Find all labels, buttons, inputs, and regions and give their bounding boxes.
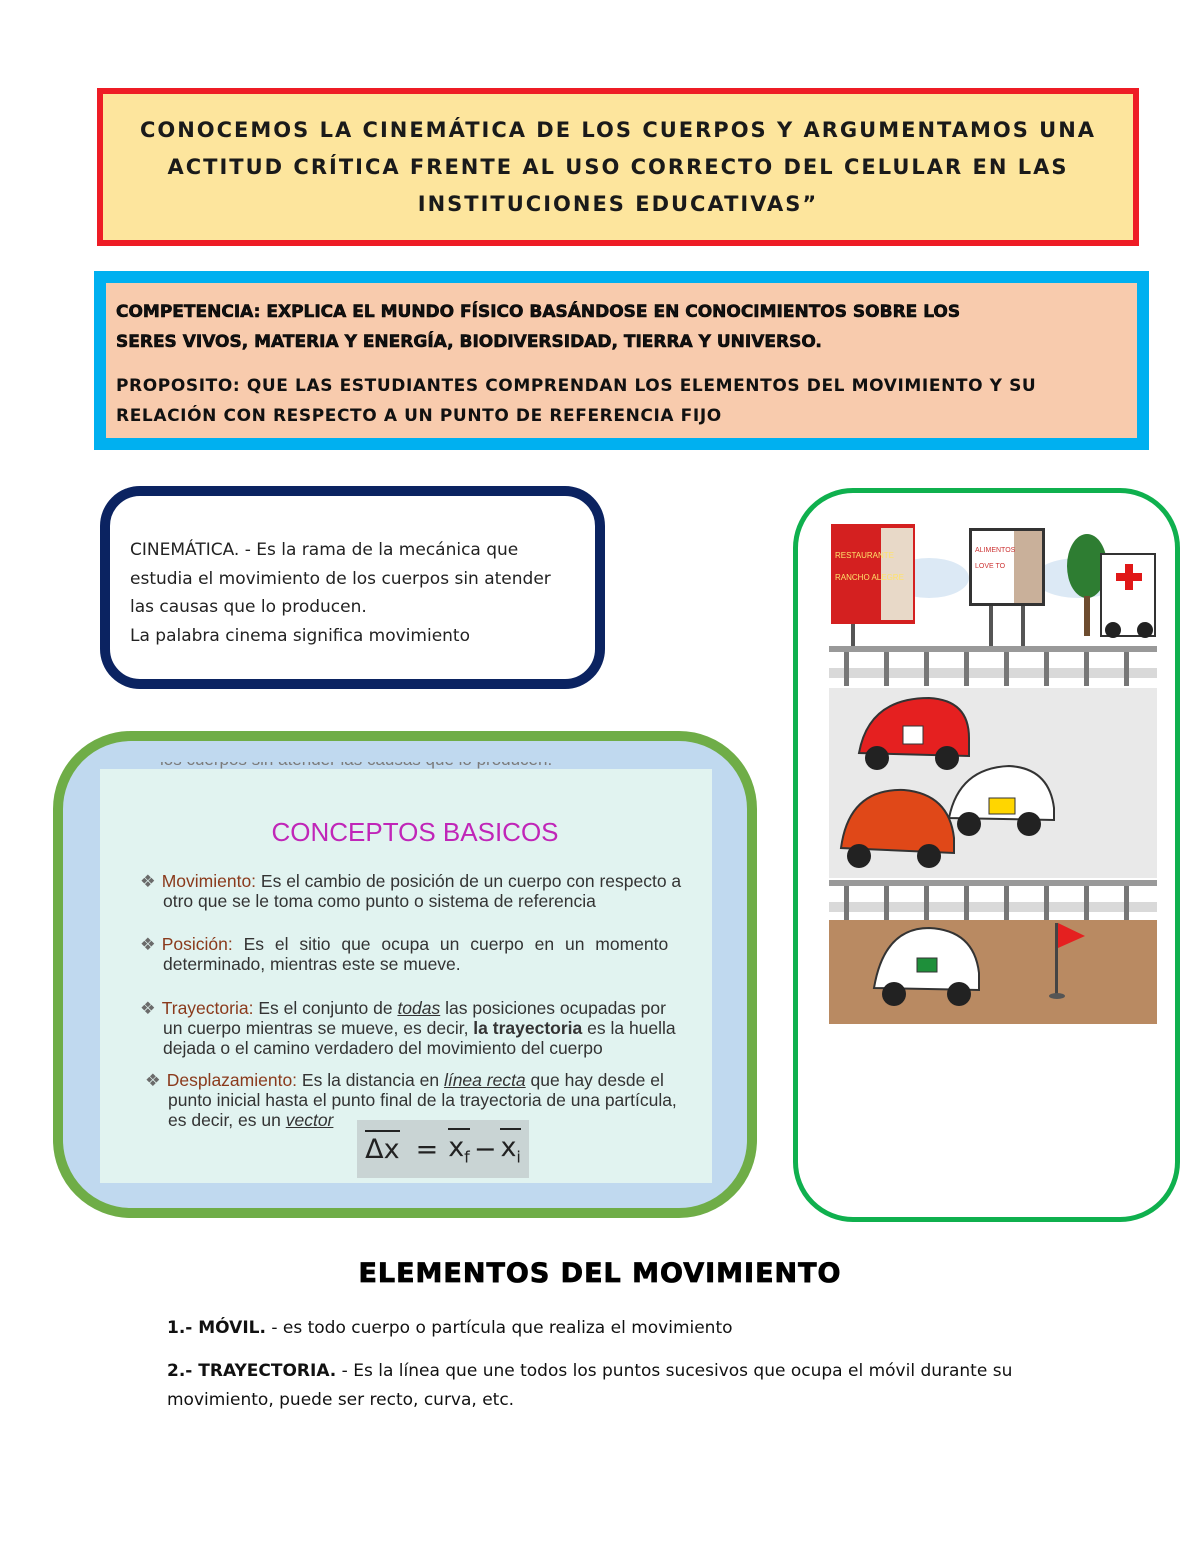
guardrail-bar xyxy=(829,668,1157,678)
proposito-line-2: RELACIÓN CON RESPECTO A UN PUNTO DE REFERENCIA FIJO xyxy=(116,406,722,426)
formula-xf-base: x xyxy=(448,1131,465,1163)
title-line-3: INSTITUCIONES EDUCATIVAS” xyxy=(417,191,819,216)
formula-minus: − xyxy=(473,1133,497,1165)
item-2-text-2: movimiento, puede ser recto, curva, etc. xyxy=(167,1390,515,1410)
wheel-icon xyxy=(1017,812,1041,836)
wheel-icon xyxy=(882,982,906,1006)
desplazamiento-vector: vector xyxy=(285,1110,334,1130)
guardrail-bar xyxy=(829,902,1157,912)
billboard-1-text-b: RANCHO ALEGRE xyxy=(835,573,904,582)
wheel-icon xyxy=(1137,622,1153,638)
desplazamiento-text-2: punto inicial hasta el punto final de la trayectoria de una partícula, xyxy=(168,1090,677,1110)
formula-delta-x-wrap xyxy=(365,1134,399,1165)
cinematica-line-1: CINEMÁTICA. - Es la rama de la mecánica que xyxy=(130,540,519,560)
elementos-title: ELEMENTOS DEL MOVIMIENTO xyxy=(358,1258,842,1289)
wheel-icon xyxy=(865,746,889,770)
guardrail-top xyxy=(829,646,1157,652)
car-window xyxy=(903,726,923,744)
car-window xyxy=(917,958,937,972)
competencia-line-1: COMPETENCIA: EXPLICA EL MUNDO FÍSICO BASÁNDOSE EN CONOCIMIENTOS SOBRE LOS xyxy=(116,302,961,322)
wheel-icon xyxy=(947,982,971,1006)
bullet-trayectoria xyxy=(140,998,700,1058)
title-line-2: ACTITUD CRÍTICA FRENTE AL USO CORRECTO DEL CELULAR EN LAS xyxy=(167,154,1069,179)
bullet-diamond-icon: ❖ xyxy=(140,871,156,891)
elementos-item-2 xyxy=(167,1357,1047,1415)
formula-xi-base: x xyxy=(500,1131,517,1163)
bullet-diamond-icon: ❖ xyxy=(140,934,156,954)
car-window xyxy=(989,798,1015,814)
movimiento-text-2: otro que se le toma como punto o sistema de referencia xyxy=(163,891,596,911)
trayectoria-bold: la trayectoria xyxy=(473,1018,583,1038)
competencia-inner xyxy=(106,283,1137,438)
wheel-icon xyxy=(1105,622,1121,638)
wheel-icon xyxy=(847,844,871,868)
trayectoria-text-1b: las posiciones ocupadas por xyxy=(440,998,666,1018)
vector-arrow-icon xyxy=(448,1128,470,1130)
billboard-2-text-b: LOVE TO xyxy=(975,563,1006,570)
formula-xi-wrap xyxy=(500,1132,520,1166)
term-posicion: Posición: xyxy=(161,934,233,954)
title-line-1: CONOCEMOS LA CINEMÁTICA DE LOS CUERPOS Y ARGUMENTAMOS UNA xyxy=(139,117,1097,142)
title-box xyxy=(97,88,1139,246)
billboard-post xyxy=(989,606,993,646)
cinematica-box xyxy=(100,486,605,689)
red-cross-icon xyxy=(1116,573,1142,581)
trayectoria-text-3: dejada o el camino verdadero del movimiento del cuerpo xyxy=(163,1038,603,1058)
formula-xi-sub: i xyxy=(516,1147,521,1167)
posicion-text-2: determinado, mientras este se mueve. xyxy=(163,954,461,974)
billboard-2-text: ALIMENTOS xyxy=(975,547,1016,554)
term-trayectoria: Trayectoria: xyxy=(161,998,254,1018)
guardrail-top xyxy=(829,880,1157,886)
competencia-line-2: SERES VIVOS, MATERIA Y ENERGÍA, BIODIVERSIDAD, TIERRA Y UNIVERSO. xyxy=(116,332,822,352)
bullet-diamond-icon: ❖ xyxy=(140,998,156,1018)
movimiento-text-1: Es el cambio de posición de un cuerpo con respecto a xyxy=(256,871,682,891)
trayectoria-text-1a: Es el conjunto de xyxy=(253,998,398,1018)
bullet-diamond-icon: ❖ xyxy=(145,1070,161,1090)
flag-base xyxy=(1049,993,1065,999)
billboard-post xyxy=(851,624,855,646)
bullet-posicion xyxy=(140,934,700,974)
trayectoria-text-2b: es la huella xyxy=(582,1018,676,1038)
vector-arrow-icon xyxy=(365,1130,399,1132)
cinematica-line-3: las causas que lo producen. xyxy=(130,597,367,617)
wheel-icon xyxy=(957,812,981,836)
item-1-label: 1.- MÓVIL. xyxy=(167,1318,266,1338)
page-title xyxy=(140,112,1096,223)
term-movimiento: Movimiento: xyxy=(161,871,257,891)
formula-xf-sub: f xyxy=(464,1147,470,1167)
cinematica-line-4: La palabra cinema significa movimiento xyxy=(130,625,470,646)
desplazamiento-text-1a: Es la distancia en xyxy=(297,1070,444,1090)
conceptos-title: CONCEPTOS BASICOS xyxy=(271,817,559,847)
trayectoria-todas: todas xyxy=(397,998,441,1018)
billboard-2-image xyxy=(1014,531,1042,603)
formula-xf-wrap xyxy=(448,1132,470,1166)
item-2-label: 2.- TRAYECTORIA. xyxy=(167,1361,337,1381)
desplazamiento-text-1b: que hay desde el xyxy=(525,1070,664,1090)
billboard-1-text: RESTAURANTE xyxy=(835,551,894,560)
cars-illustration xyxy=(829,518,1157,1024)
posicion-text-1: Es el sitio que ocupa un cuerpo en un momento xyxy=(232,934,669,954)
elementos-item-1 xyxy=(167,1314,1047,1343)
trayectoria-text-2a: un cuerpo mientras se mueve, es decir, xyxy=(163,1018,474,1038)
displacement-formula xyxy=(357,1120,529,1178)
desplazamiento-linea-recta: línea recta xyxy=(443,1070,526,1090)
billboard-post xyxy=(1021,606,1025,646)
vector-arrow-icon xyxy=(500,1128,520,1130)
term-desplazamiento: Desplazamiento: xyxy=(166,1070,298,1090)
competencia-box xyxy=(94,271,1149,450)
item-2-text: - Es la línea que une todos los puntos sucesivos que ocupa el móvil durante su xyxy=(336,1361,1013,1381)
cinematica-line-2: estudia el movimiento de los cuerpos sin atender xyxy=(130,568,551,589)
bullet-movimiento xyxy=(140,871,700,911)
desplazamiento-text-3a: es decir, es un xyxy=(168,1110,286,1130)
tree-trunk xyxy=(1084,596,1090,636)
formula-delta-x: Δx xyxy=(365,1133,400,1165)
item-1-text: - es todo cuerpo o partícula que realiza el movimiento xyxy=(265,1318,733,1338)
proposito-line-1: PROPOSITO: QUE LAS ESTUDIANTES COMPRENDAN LOS ELEMENTOS DEL MOVIMIENTO Y SU xyxy=(116,376,1037,396)
flag-pole xyxy=(1055,923,1058,995)
wheel-icon xyxy=(935,746,959,770)
wheel-icon xyxy=(917,844,941,868)
formula-equals: = xyxy=(415,1133,439,1165)
